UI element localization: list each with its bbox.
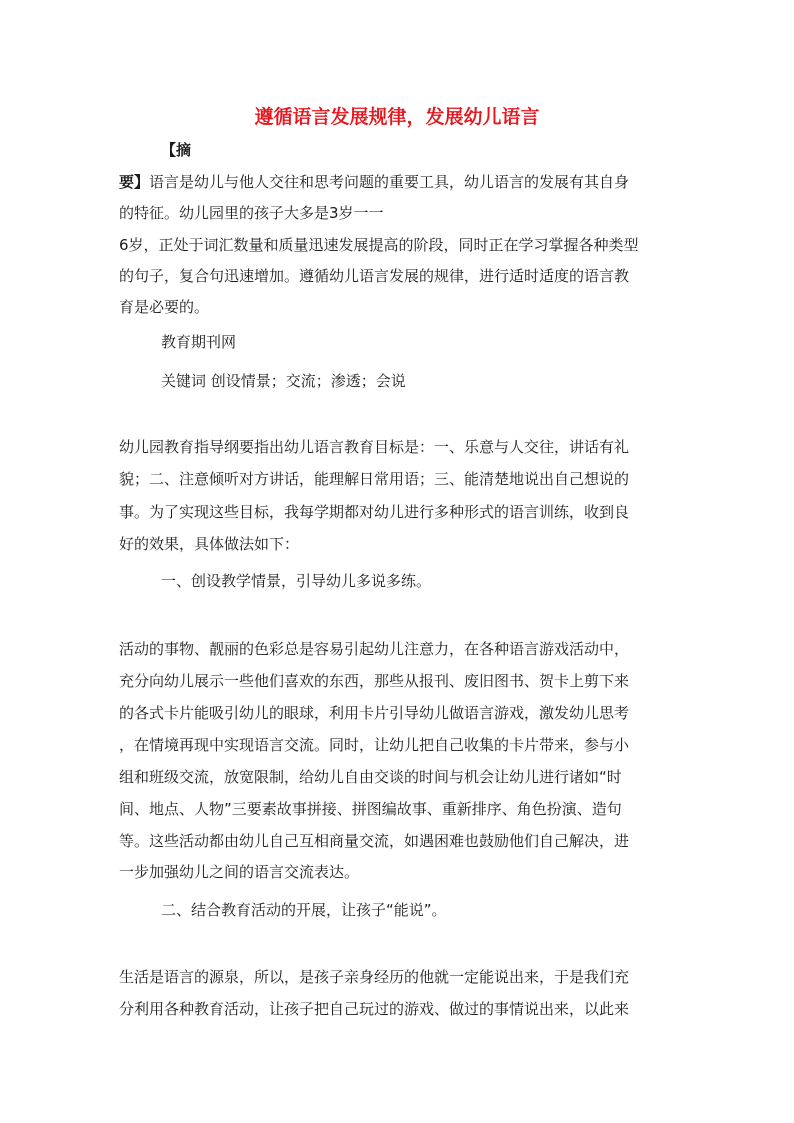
abstract-text: 语言是幼儿与他人交往和思考问题的重要工具，幼儿语言的发展有其自身 xyxy=(149,173,630,191)
document-title: 遵循语言发展规律，发展幼儿语言 xyxy=(254,106,540,128)
section-1-line: ，在情境再现中实现语言交流。同时，让幼儿把自己收集的卡片带来，参与小 xyxy=(119,736,630,754)
abstract-label-end: 要】 xyxy=(119,173,150,191)
abstract-line: 的句子，复合句迅速增加。遵循幼儿语言发展的规律，进行适时适度的语言教 xyxy=(119,267,630,285)
abstract-line: 育是必要的。 xyxy=(119,298,210,316)
section-1-line: 充分向幼儿展示一些他们喜欢的东西，那些从报刊、废旧图书、贺卡上剪下来 xyxy=(119,672,630,690)
abstract-line: 6岁，正处于词汇数量和质量迅速发展提高的阶段，同时正在学习掌握各种类型 xyxy=(119,236,639,254)
section-2-line: 生活是语言的源泉，所以，是孩子亲身经历的他就一定能说出来，于是我们充 xyxy=(119,968,630,986)
section-1-line: 等。这些活动都由幼儿自己互相商量交流，如遇困难也鼓励他们自己解决，进 xyxy=(119,832,630,850)
section-1-line: 组和班级交流，放宽限制，给幼儿自由交谈的时间与机会让幼儿进行诸如“时 xyxy=(119,768,622,786)
abstract-label-start: 【摘 xyxy=(161,141,192,159)
intro-line: 事。为了实现这些目标，我每学期都对幼儿进行多种形式的语言训练，收到良 xyxy=(119,503,630,521)
intro-line: 幼儿园教育指导纲要指出幼儿语言教育目标是：一、乐意与人交往，讲话有礼 xyxy=(119,438,630,456)
intro-line: 好的效果，具体做法如下： xyxy=(119,535,300,553)
abstract-line xyxy=(119,172,629,192)
abstract-line: 的特征。幼儿园里的孩子大多是3岁一一 xyxy=(119,204,384,222)
section-1-line: 间、地点、人物”三要素故事拼接、拼图编故事、重新排序、角色扮演、造句 xyxy=(119,800,622,818)
keywords-line: 关键词 创设情景；交流；渗透；会说 xyxy=(161,372,406,390)
section-heading-2: 二、结合教育活动的开展，让孩子“能说”。 xyxy=(161,901,447,919)
section-1-line: 一步加强幼儿之间的语言交流表达。 xyxy=(119,863,360,881)
section-1-line: 的各式卡片能吸引幼儿的眼球，利用卡片引导幼儿做语言游戏，激发幼儿思考 xyxy=(119,704,630,722)
source-line: 教育期刊网 xyxy=(161,333,237,351)
section-2-line: 分利用各种教育活动，让孩子把自己玩过的游戏、做过的事情说出来，以此来 xyxy=(119,1000,630,1018)
section-1-line: 活动的事物、靓丽的色彩总是容易引起幼儿注意力，在各种语言游戏活动中， xyxy=(119,640,630,658)
section-heading-1: 一、创设教学情景，引导幼儿多说多练。 xyxy=(161,572,432,590)
intro-line: 貌；二、注意倾听对方讲话，能理解日常用语；三、能清楚地说出自己想说的 xyxy=(119,470,630,488)
